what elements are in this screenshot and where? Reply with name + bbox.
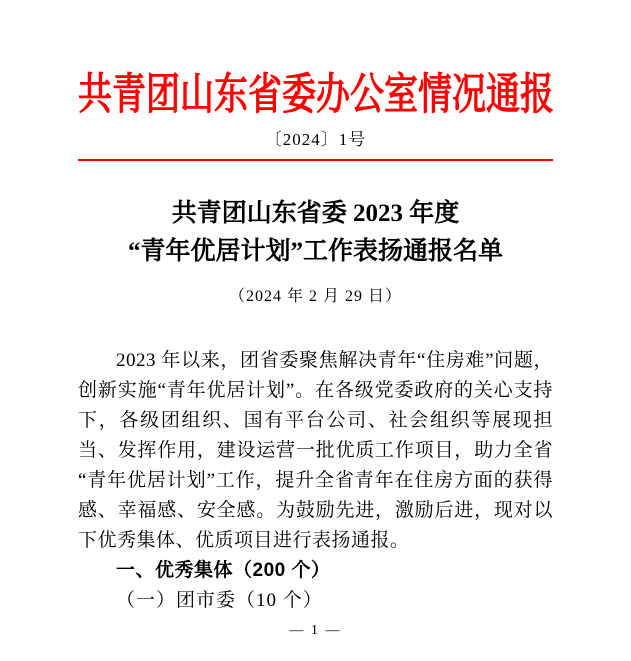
document-body: [78, 346, 553, 616]
document-title: [78, 195, 553, 271]
body-paragraph: 2023 年以来，团省委聚焦解决青年“住房难”问题，创新实施“青年优居计划”。在各级党委政府的关心支持下，各级团组织、国有平台公司、社会组织等展现担当、发挥作用，建设运营一批优质工作项目，助力全省“青年优居计划”工作，提升全省青年在住房方面的获得感、幸福感、安全感。为鼓励先进，激励后进，现对以下优秀集体、优质项目进行表扬通报。: [78, 350, 553, 551]
document-title-line2: “青年优居计划”工作表扬通报名单: [127, 238, 503, 265]
red-divider-rule: [78, 159, 553, 161]
document-title-line1: 共青团山东省委 2023 年度: [171, 200, 460, 227]
section-heading: 一、优秀集体（200 个）: [116, 560, 331, 581]
subsection-heading: （一）团市委（10 个）: [116, 590, 323, 611]
masthead-title: 共青团山东省委办公室情况通报: [78, 71, 554, 120]
issue-number: 〔2024〕1号: [264, 130, 367, 149]
page-number: — 1 —: [289, 623, 342, 638]
document-date: （2024 年 2 月 29 日）: [228, 288, 402, 305]
